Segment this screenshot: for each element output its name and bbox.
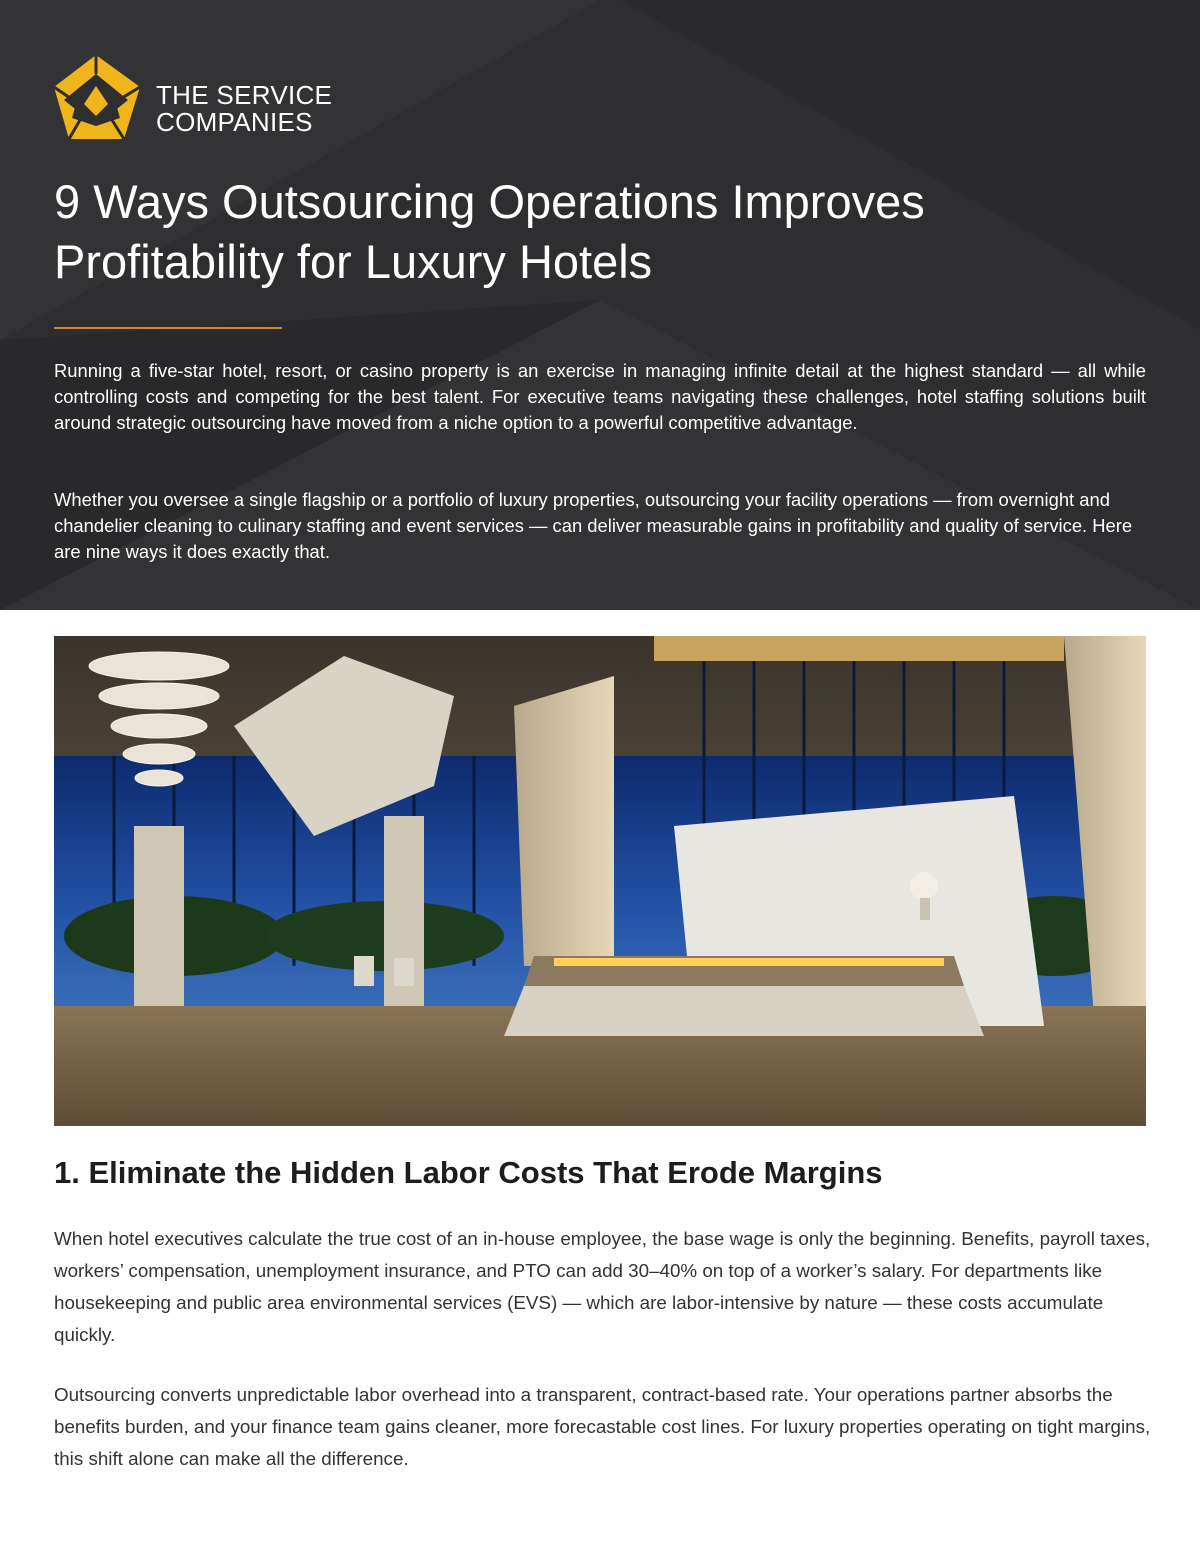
title-line-1: 9 Ways Outsourcing Operations Improves bbox=[54, 175, 925, 228]
logo-line-2: COMPANIES bbox=[156, 107, 313, 137]
company-logo bbox=[52, 52, 352, 147]
lobby-illustration bbox=[54, 636, 1146, 1126]
section-1-paragraph-1: When hotel executives calculate the true cost of an in-house employee, the base wage is only the beginning. Benefits, payroll taxes, workers’ compensation, unemployment insurance, and PTO can add 30–40% on top of a worker’s salary. For departments like housekeeping and public area environmental services (EVS) — which are labor-intensive by nature — these costs accumulate quickly. bbox=[54, 1228, 1151, 1345]
section-1-heading: 1. Eliminate the Hidden Labor Costs That Erode Margins bbox=[54, 1155, 883, 1190]
logo-wordmark bbox=[156, 82, 332, 136]
section-1-paragraph-2: Outsourcing converts unpredictable labor overhead into a transparent, contract-based rate. Your operations partner absorbs the benefits burden, and your finance team gains cleaner, more forecastable cost lines. For luxury properties operating on tight margins, this shift alone can make all the difference. bbox=[54, 1384, 1151, 1469]
page-title bbox=[54, 172, 1154, 292]
title-line-2: Profitability for Luxury Hotels bbox=[54, 235, 653, 288]
logo-line-1: THE SERVICE bbox=[156, 80, 333, 110]
pentagon-star-logo-icon bbox=[52, 52, 147, 147]
hotel-lobby-image bbox=[54, 636, 1146, 1126]
intro-paragraph-2: Whether you oversee a single flagship or a portfolio of luxury properties, outsourcing your facility operations — from overnight and chandelier cleaning to culinary staffing and event services — can deliver measurable gains in profitability and quality of service. Here are nine ways it does exactly that. bbox=[54, 489, 1133, 562]
intro-paragraph-1: Running a five-star hotel, resort, or casino property is an exercise in managing infinite detail at the highest standard — all while controlling costs and competing for the best talent. For executive teams navigating these challenges, hotel staffing solutions built around strategic outsourcing have moved from a niche option to a powerful competitive advantage. bbox=[54, 360, 1146, 433]
hero-banner bbox=[0, 0, 1200, 610]
title-accent-rule bbox=[54, 327, 282, 329]
